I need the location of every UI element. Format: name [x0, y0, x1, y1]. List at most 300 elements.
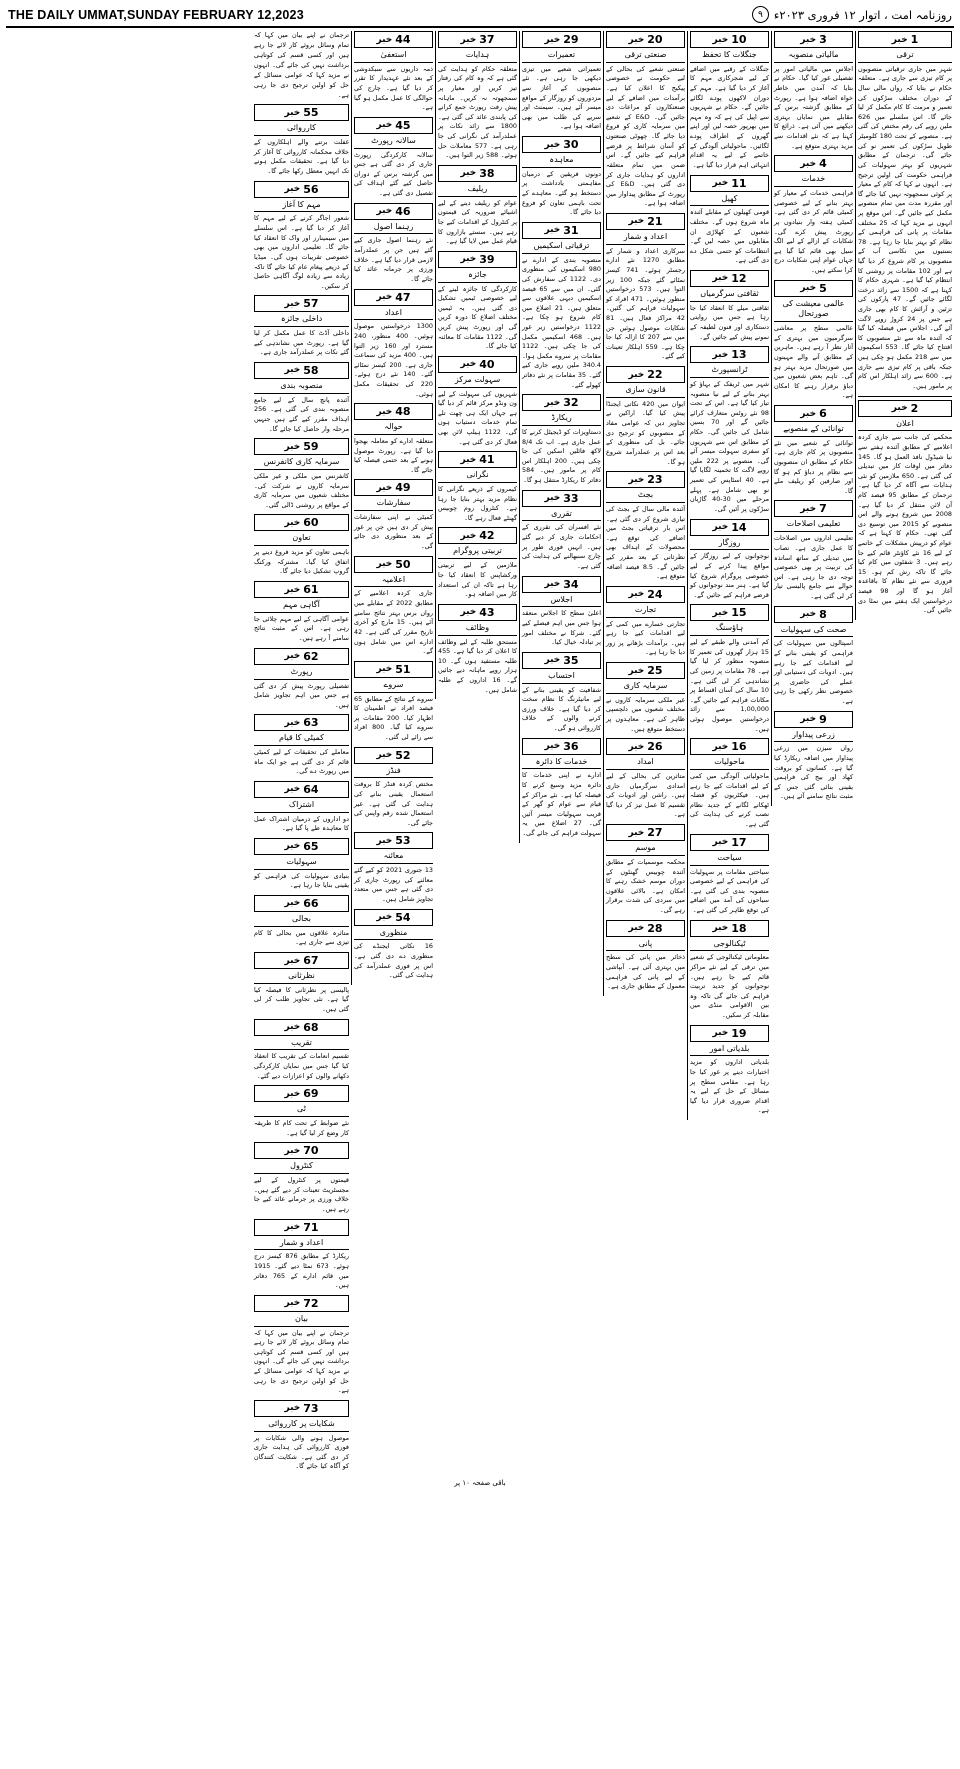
article-word: خبر — [712, 349, 729, 360]
article-title: اشتراک — [254, 800, 349, 813]
article-title: اعلامیہ — [354, 575, 433, 588]
article-body: شعور اجاگر کرنے کے لیے مہم کا آغاز کر دیا گیا ہے۔ اس سلسلے میں سیمینارز اور واک کا انعقاد کیا جائے گا۔ تعلیمی اداروں میں بھی خصوصی تقریبات ہوں گی۔ میڈیا کے ذریعے پیغام عام کیا جائے گا تاکہ زیادہ سے زیادہ لوگ آگاہی حاصل کر سکیں۔ — [254, 214, 349, 290]
article-head — [690, 920, 769, 937]
article-title: ریلیف — [438, 184, 517, 197]
article-head — [254, 952, 349, 969]
article-head — [254, 181, 349, 198]
article-body: تفصیلی رپورٹ پیش کر دی گئی ہے جس میں اہم تجاویز شامل ہیں۔ — [254, 681, 349, 709]
article-head — [254, 838, 349, 855]
article-head — [354, 909, 433, 926]
article-number: 72 — [303, 1296, 319, 1310]
article-31 — [522, 222, 601, 390]
article-body: متاثرین کی بحالی کے لیے امدادی سرگرمیاں جاری ہیں۔ راشن اور ادویات کی تقسیم کا عمل تیز کر دیا گیا ہے۔ — [606, 772, 685, 819]
article-title: وظائف — [438, 623, 517, 636]
article-body: آئندہ مالی سال کے بجٹ کی تیاری شروع کر دی گئی ہے۔ اس بار ترقیاتی بجٹ میں اضافے کی توقع ہے۔ محصولات کے اہداف بھی نظرثانی کے بعد مقرر کیے جائیں گے۔ 8.5 فیصد اضافہ متوقع ہے۔ — [606, 504, 685, 581]
article-title: معائنہ — [354, 851, 433, 864]
article-number: 55 — [303, 106, 319, 120]
article-45 — [354, 117, 433, 199]
article-word: خبر — [544, 225, 561, 236]
article-head — [606, 213, 685, 230]
article-number: 69 — [303, 1087, 319, 1101]
article-number: 67 — [303, 954, 319, 967]
article-title: منظوری — [354, 928, 433, 941]
article-body: ماحولیاتی آلودگی میں کمی کے لیے اقدامات کیے جا رہے ہیں۔ فیکٹریوں کو فضلہ ٹھکانے لگانے کے جدید نظام نصب کرنے کی ہدایت کی گئی ہے۔ — [690, 772, 769, 829]
column-8 — [252, 31, 351, 1476]
article-title: روزگار — [690, 538, 769, 551]
article-head — [522, 394, 601, 411]
article-head — [354, 661, 433, 678]
article-word: خبر — [544, 397, 561, 408]
article-body: دو اداروں کے درمیان اشتراک عمل کا معاہدہ طے پا گیا ہے۔ — [254, 814, 349, 833]
article-number: 59 — [303, 440, 319, 454]
article-word: خبر — [628, 665, 645, 676]
article-title: معاہدہ — [522, 155, 601, 168]
article-body: شفافیت کو یقینی بنانے کے لیے مانیٹرنگ کا نظام سخت کر دیا گیا ہے۔ خلاف ورزی کرنے والوں کے خلاف کارروائی ہو گی۔ — [522, 685, 601, 732]
article-head — [254, 1400, 349, 1417]
article-head — [254, 104, 349, 121]
article-54 — [354, 909, 433, 981]
article-body: ترجمان نے اپنے بیان میں کہا کہ تمام وسائل بروئے کار لائے جا رہے ہیں اور کسی قسم کی کوتاہی برداشت نہیں کی جائے گی۔ انہوں نے مزید کہا کہ عوامی مسائل کے حل کو اولین ترجیح دی جا رہی ہے۔ — [254, 31, 349, 99]
article-body: عوام کو ریلیف دینے کے لیے اشیائے ضروریہ کی قیمتوں پر کنٹرول کے اقدامات کیے جا رہے ہیں۔ سستے بازاروں کا قیام عمل میں لایا گیا ہے۔ — [438, 198, 517, 246]
article-head — [254, 514, 349, 531]
article-number: 50 — [395, 557, 411, 571]
article-body: سیاحتی مقامات پر سہولیات کی فراہمی کے لیے خصوصی منصوبہ بندی کی گئی ہے۔ سیاحوں کی آمد میں اضافے کی توقع ظاہر کی گئی ہے۔ — [690, 867, 769, 914]
continuation-note: باقی صفحہ ۱۰ پر — [454, 1479, 506, 1488]
article-title: جنگلات کا تحفظ — [690, 50, 769, 63]
column-container — [6, 31, 954, 1476]
article-body: اسپتالوں میں سہولیات کی فراہمی کو یقینی بنانے کے لیے اقدامات کیے جا رہے ہیں۔ ادویات کی دستیابی اور عملے کی حاضری پر خصوصی نظر رکھی جا رہی ہے۔ — [774, 639, 853, 705]
article-body: محکمہ موسمیات کے مطابق آئندہ چوبیس گھنٹوں کے دوران موسم خشک رہنے کا امکان ہے۔ بالائی علاقوں میں سردی کی شدت برقرار رہے گی۔ — [606, 857, 685, 914]
article-body: منصوبہ بندی کے ادارے نے 980 اسکیموں کی منظوری دی۔ 1122 کی سفارش کی گئی۔ ان میں سے 65 فیصد اسکیمیں دیہی علاقوں سے متعلق ہیں۔ 21 اضلاع میں کام شروع ہو چکا ہے۔ 1122 درخواستیں زیر غور ہیں۔ 468 اسکیمیں مکمل کی جا چکی ہیں۔ 1122 مقامات پر سروے مکمل ہوا۔ 340.4 ملین روپے جاری کیے گئے۔ 35 مقامات پر نئے دفاتر کھولے گئے۔ — [522, 255, 601, 389]
article-body: بلدیاتی اداروں کو مزید اختیارات دینے پر غور کیا جا رہا ہے۔ مقامی سطح پر مسائل کے حل کے لیے یہ اقدام ضروری قرار دیا گیا ہے۔ — [690, 1058, 769, 1115]
article-title: ماحولیات — [690, 757, 769, 770]
article-number: 13 — [731, 348, 747, 362]
article-title: تجارت — [606, 605, 685, 618]
column-4 — [603, 31, 687, 996]
article-body: سروے کے نتائج کے مطابق 65 فیصد افراد نے اطمینان کا اظہار کیا۔ 200 مقامات پر سروے کیا گیا۔ 800 افراد سے رائے لی گئی۔ — [354, 694, 433, 741]
article-head — [858, 31, 952, 48]
article-number: 3 — [819, 33, 827, 46]
article-word: خبر — [376, 912, 393, 923]
article-number: 70 — [303, 1144, 319, 1158]
article-title: سہولیات — [254, 857, 349, 870]
article-number: 43 — [479, 605, 495, 619]
article-number: 18 — [731, 921, 747, 935]
article-word: خبر — [800, 158, 817, 169]
article-title: صنعتی ترقی — [606, 50, 685, 63]
article-word: خبر — [284, 898, 301, 909]
article-67 — [254, 952, 349, 1015]
article-head — [774, 405, 853, 422]
article-number: 42 — [479, 529, 495, 543]
article-word: خبر — [376, 664, 393, 675]
article-title: بجٹ — [606, 490, 685, 503]
article-body: آئندہ پانچ سال کے لیے جامع منصوبہ بندی کی گئی ہے۔ 256 اہداف مقرر کیے گئے ہیں جنہیں مرحلہ وار حاصل کیا جائے گا۔ — [254, 395, 349, 433]
article-71 — [254, 1219, 349, 1291]
article-number: 5 — [819, 281, 827, 295]
article-number: 10 — [731, 33, 747, 46]
article-title: اعداد و شمار — [606, 232, 685, 245]
article-word: خبر — [544, 493, 561, 504]
article-word: خبر — [284, 1403, 301, 1414]
article-number: 15 — [731, 606, 747, 620]
article-43 — [438, 604, 517, 695]
article-word: خبر — [628, 589, 645, 600]
article-11 — [690, 175, 769, 266]
article-head — [606, 920, 685, 937]
article-word: خبر — [284, 651, 301, 662]
article-head — [774, 280, 853, 297]
article-title: رہنما اصول — [354, 222, 433, 235]
article-body: غیر ملکی سرمایہ کاروں نے مختلف شعبوں میں دلچسپی ظاہر کی ہے۔ معاہدوں پر دستخط متوقع ہیں۔ — [606, 695, 685, 733]
article-head — [438, 356, 517, 373]
article-number: 14 — [731, 520, 747, 534]
article-word: خبر — [628, 827, 645, 838]
article-number: 73 — [303, 1401, 319, 1415]
article-word: خبر — [460, 530, 477, 541]
article-body: تعلیمی اداروں میں اصلاحات کا عمل جاری ہے۔ نصاب میں تبدیلی کے ساتھ اساتذہ کی تربیت پر بھی خصوصی توجہ دی جا رہی ہے۔ اس حوالے سے جامع پالیسی تیار کر لی گئی ہے۔ — [774, 534, 853, 600]
article-word: خبر — [376, 292, 393, 303]
article-body: صنعتی شعبے کی بحالی کے لیے حکومت نے خصوصی پیکیج کا اعلان کیا ہے۔ برآمدات میں اضافے کے لیے صنعتکاروں کو مراعات دی جائیں گی۔ E&D کے شعبے میں سرمایہ کاری کو فروغ دیا جائے گا۔ چھوٹی صنعتوں کو آسان شرائط پر قرضے فراہم کیے جائیں گے۔ اس ضمن میں تمام متعلقہ اداروں کو ہدایات جاری کر دی گئی ہیں۔ E&D کی رپورٹ کے مطابق پیداوار میں اضافہ ہوا ہے۔ — [606, 64, 686, 208]
article-62 — [254, 648, 349, 711]
article-head — [354, 832, 433, 849]
article-12 — [690, 270, 769, 342]
article-body: کارکردگی کا جائزہ لینے کے لیے خصوصی ٹیمیں تشکیل دی گئی ہیں۔ یہ ٹیمیں مختلف اضلاع کا دورہ کریں گی اور رپورٹ پیش کریں گی۔ 1122 مقامات کا معائنہ کیا جائے گا۔ — [438, 284, 517, 351]
article-number: 57 — [303, 297, 319, 311]
article-title: نگرانی — [438, 470, 517, 483]
article-word: خبر — [800, 283, 817, 294]
article-number: 71 — [303, 1220, 319, 1234]
article-number: 25 — [647, 664, 663, 678]
article-number: 56 — [303, 182, 319, 196]
article-title: صحت کی سہولیات — [774, 625, 853, 638]
article-title: خدمات — [774, 174, 853, 187]
article-body: معاملے کی تحقیقات کے لیے کمیٹی قائم کر دی گئی ہے جو ایک ماہ میں رپورٹ دے گی۔ — [254, 748, 349, 776]
article-head — [254, 295, 349, 312]
article-46 — [354, 203, 433, 285]
article-title: سالانہ رپورٹ — [354, 136, 433, 149]
article-body: پالیسی پر نظرثانی کا فیصلہ کیا گیا ہے۔ نئی تجاویز طلب کر لی گئی ہیں۔ — [254, 985, 349, 1014]
article-body: تقسیم انعامات کی تقریب کا انعقاد کیا گیا جس میں نمایاں کارکردگی دکھانے والوں کو اعزازات دیے گئے۔ — [254, 1052, 349, 1080]
article-body: شہر میں ٹریفک کے بہاؤ کو بہتر بنانے کے لیے نیا منصوبہ تیار کیا گیا ہے۔ اس کے تحت 98 نئے روٹس متعارف کرائے جائیں گے اور 70 بسیں شامل کی جائیں گی۔ حکام کے مطابق اس سے شہریوں کو سفری سہولت میسر آئے گی۔ منصوبے پر 222 ملین روپے لاگت کا تخمینہ لگایا گیا ہے۔ 40 اسٹاپس کی تعمیر نو بھی شامل ہے۔ پہلے مرحلے میں 30-40 گاڑیاں سڑکوں پر آئیں گی۔ — [690, 379, 770, 513]
article-20 — [606, 31, 685, 209]
article-body: دونوں فریقین کے درمیان مفاہمتی یادداشت پر دستخط ہو گئے۔ معاہدے کے تحت باہمی تعاون کو فروغ دیا جائے گا۔ — [522, 169, 601, 217]
article-word: خبر — [712, 522, 729, 533]
article-title: تقریب — [254, 1038, 349, 1051]
article-word: خبر — [284, 1222, 301, 1232]
article-title: احتساب — [522, 671, 601, 684]
article-title: بیان — [254, 1314, 349, 1327]
article-59 — [254, 438, 349, 510]
article-33 — [522, 490, 601, 572]
article-word: خبر — [800, 34, 817, 45]
article-number: 24 — [647, 587, 663, 601]
article-word: خبر — [800, 503, 817, 514]
article-word: خبر — [284, 184, 301, 195]
article-word: خبر — [628, 216, 645, 227]
article-head — [690, 604, 769, 621]
article-intro — [254, 31, 349, 100]
article-word: خبر — [376, 559, 393, 570]
article-51 — [354, 661, 433, 743]
article-title: اجلاس — [522, 595, 601, 608]
article-34 — [522, 576, 601, 648]
article-number: 9 — [819, 712, 827, 726]
article-body: جاری کردہ اعلامیے کے مطابق 2022 کے مقابلے میں رواں برس بہتر نتائج سامنے آئے ہیں۔ 15 مارچ کو آخری تاریخ مقرر کی گئی ہے۔ 42 ادارے اس میں شامل ہوں گے۔ — [354, 589, 434, 656]
article-body: ملازمین کے لیے تربیتی ورکشاپس کا انعقاد کیا جا رہا ہے تاکہ ان کی استعداد کار میں اضافہ ہو۔ — [438, 561, 517, 599]
article-head — [606, 366, 685, 383]
article-word: خبر — [284, 1088, 301, 1099]
article-title: داخلی جائزہ — [254, 314, 349, 327]
article-body: شہریوں کی سہولت کے لیے ون ونڈو مرکز قائم کر دیا گیا ہے جہاں ایک ہی چھت تلے تمام خدمات دستیاب ہوں گی۔ 1122 ہیلپ لائن بھی فعال کر دی گئی ہے۔ — [438, 389, 517, 446]
article-title: ترقی — [858, 50, 952, 63]
article-body: باہمی تعاون کو مزید فروغ دینے پر اتفاق کیا گیا۔ مشترکہ ورکنگ گروپ تشکیل دیا جائے گا۔ — [254, 548, 349, 576]
article-number: 30 — [563, 138, 579, 152]
article-body: نئے ضوابط کے تحت کام کا طریقہ کار وضع کر لیا گیا ہے۔ — [254, 1119, 349, 1137]
article-word: خبر — [712, 741, 729, 752]
masthead-urdu-title: روزنامہ امت ، اتوار ۱۲ فروری ۲۰۲۳ء — [773, 7, 952, 22]
article-word: خبر — [712, 178, 729, 188]
article-word: خبر — [284, 784, 301, 795]
article-number: 51 — [395, 662, 411, 676]
article-title: ٹرانسپورٹ — [690, 365, 769, 378]
article-head — [690, 175, 769, 192]
article-title: کارروائی — [254, 123, 349, 136]
article-word: خبر — [712, 34, 729, 45]
article-word: خبر — [712, 273, 729, 284]
article-61 — [254, 581, 349, 644]
page-number-badge: ۹ — [752, 6, 769, 23]
article-number: 41 — [479, 453, 495, 467]
article-52 — [354, 747, 433, 829]
article-60 — [254, 514, 349, 577]
article-number: 11 — [731, 176, 747, 190]
article-title: آگاہی مہم — [254, 600, 349, 613]
article-title: تربیتی پروگرام — [438, 546, 517, 559]
article-5 — [774, 280, 853, 401]
article-number: 16 — [731, 740, 747, 754]
article-word: خبر — [800, 408, 817, 419]
article-number: 53 — [395, 834, 411, 848]
article-word: خبر — [891, 34, 908, 45]
article-word: خبر — [460, 254, 477, 265]
article-title: سہولت مرکز — [438, 375, 517, 388]
article-number: 34 — [563, 577, 579, 591]
article-head — [254, 1085, 349, 1102]
article-head — [522, 490, 601, 507]
article-head — [438, 527, 517, 544]
article-head — [690, 270, 769, 287]
article-title: شکایات پر کارروائی — [254, 1419, 349, 1432]
article-body: کانفرنس میں ملکی و غیر ملکی سرمایہ کاروں نے شرکت کی۔ مختلف شعبوں میں سرمایہ کاری کے مواقع پر روشنی ڈالی گئی۔ — [254, 472, 349, 509]
article-word: خبر — [800, 714, 817, 725]
article-word: خبر — [460, 454, 477, 465]
article-title: کھیل — [690, 194, 769, 207]
article-number: 60 — [303, 516, 319, 530]
article-2 — [858, 400, 952, 616]
article-58 — [254, 362, 349, 434]
article-23 — [606, 471, 685, 582]
article-title: حوالہ — [354, 422, 433, 435]
article-number: 21 — [647, 214, 663, 228]
article-72 — [254, 1295, 349, 1396]
article-number: 65 — [303, 839, 319, 853]
article-word: خبر — [376, 482, 393, 493]
article-70 — [254, 1142, 349, 1214]
article-word: خبر — [284, 1298, 301, 1309]
article-number: 37 — [479, 33, 495, 46]
article-body: ذمہ داریوں سے سبکدوشی کے بعد نئے عہدیدار کا تقرر کر دیا گیا ہے۔ چارج کی حوالگی کا عمل مکمل ہو گیا ہے۔ — [354, 64, 433, 112]
article-number: 49 — [395, 481, 411, 495]
article-head — [522, 738, 601, 755]
article-title: استعفیٰ — [354, 50, 433, 63]
article-body: شہر میں جاری ترقیاتی منصوبوں پر کام تیزی سے جاری ہے۔ متعلقہ حکام نے بتایا کہ رواں مالی سال کے دوران مختلف سڑکوں کی تعمیر و مرمت کا کام مکمل کر لیا جائے گا۔ اس سلسلے میں 626 ملین روپے کی رقم مختص کی گئی ہے۔ منصوبے کے تحت 180 کلومیٹر طویل سڑکوں کی تعمیر نو کی جائے گی۔ ترجمان کے مطابق شہریوں کو بہتر سہولیات کی فراہمی حکومت کی اولین ترجیح ہے۔ انہوں نے کہا کہ کام کے معیار پر کوئی سمجھوتہ نہیں کیا جائے گا اور مقررہ مدت میں تمام منصوبے مکمل کیے جائیں گے۔ اس موقع پر انہوں نے مزید کہا کہ 25 مختلف مقامات پر پانی کی فراہمی کے نظام کو بہتر بنایا جا رہا ہے۔ 78 بستیوں میں نکاسی آب کے منصوبوں پر کام شروع کر دیا گیا ہے اور 102 مقامات پر روشنی کا انتظام کیا گیا ہے۔ شہری حکام کا کہنا ہے کہ 1500 سے زائد درخت لگائے جائیں گے۔ 47 پارکوں کی تزئین و آرائش کا کام بھی جاری ہے جس پر 24 کروڑ روپے لاگت آئے گی۔ اجلاس میں فیصلہ کیا گیا کہ آئندہ ماہ سے نئے منصوبوں کا افتتاح کیا جائے گا۔ 553 اسکیموں میں سے 218 مکمل ہو چکی ہیں جبکہ باقی پر کام تیزی سے جاری ہے۔ 600 سے زائد اہلکار اس کام پر مامور ہیں۔ — [858, 64, 953, 390]
article-body: کمیٹی نے اپنی سفارشات پیش کر دی ہیں جن پر غور کے بعد منظوری دی جائے گی۔ — [354, 513, 433, 551]
article-number: 48 — [395, 405, 411, 419]
article-41 — [438, 451, 517, 523]
article-body: متعلقہ حکام کو ہدایت کی گئی ہے کہ وہ کام کی رفتار تیز کریں اور معیار پر سمجھوتہ نہ کریں۔ ماہانہ پیش رفت رپورٹ جمع کرانے کی پابندی عائد کی گئی ہے۔ 1800 سے زائد نکات پر عملدرآمد کی نگرانی کی جا رہی ہے۔ 577 معاملات حل ہوئے۔ 588 زیر التوا ہیں۔ — [438, 64, 517, 160]
article-66 — [254, 895, 349, 948]
article-head — [606, 738, 685, 755]
article-title: ہاؤسنگ — [690, 623, 769, 636]
article-title: نظرثانی — [254, 971, 349, 984]
article-head — [690, 346, 769, 363]
article-number: 27 — [647, 826, 663, 840]
article-word: خبر — [284, 1022, 301, 1033]
article-head — [354, 747, 433, 764]
article-head — [606, 586, 685, 603]
article-number: 38 — [479, 166, 495, 180]
article-number: 64 — [303, 782, 319, 796]
article-body: سرکاری اعداد و شمار کے مطابق 1270 نئے ادارے رجسٹر ہوئے۔ 741 کیسز نمٹائے گئے جبکہ 100 زیر التوا ہیں۔ 573 درخواستیں منظور ہوئیں۔ 471 افراد کو سہولیات فراہم کی گئیں۔ 42 مراکز فعال ہیں۔ 81 شکایات موصول ہوئیں جن میں سے 207 کا ازالہ کیا جا چکا ہے۔ 559 اہلکار تعینات کیے گئے۔ — [606, 246, 686, 361]
article-title: اعداد و شمار — [254, 1238, 349, 1251]
article-word: خبر — [284, 298, 301, 309]
article-head — [254, 581, 349, 598]
article-body: فراہمی خدمات کے معیار کو بہتر بنانے کے لیے خصوصی کمیٹی قائم کر دی گئی ہے۔ کمیٹی ہفتہ وار بنیادوں پر رپورٹ پیش کرے گی۔ شکایات کے ازالے کے لیے الگ سیل بھی قائم کیا گیا ہے جہاں عوام اپنی شکایات درج کرا سکتے ہیں۔ — [774, 189, 853, 274]
article-title: فنڈز — [354, 766, 433, 779]
article-title: سروے — [354, 680, 433, 693]
article-body: کم آمدنی والے طبقے کے لیے 15 ہزار گھروں کی تعمیر کا منصوبہ منظور کر لیا گیا ہے۔ 78 مقامات پر زمین کی نشاندہی کر لی گئی ہے۔ 10 سال کی آسان اقساط پر مکانات فراہم کیے جائیں گے۔ 1,00,000 سے زائد درخواستیں موصول ہوئی ہیں۔ — [690, 638, 769, 733]
article-word: خبر — [712, 1028, 729, 1039]
article-word: خبر — [712, 607, 729, 618]
article-head — [354, 289, 433, 306]
article-head — [438, 604, 517, 621]
article-head — [438, 451, 517, 468]
article-26 — [606, 738, 685, 820]
article-title: تعلیمی اصلاحات — [774, 519, 853, 532]
article-title: ہدایات — [438, 50, 517, 63]
article-head — [606, 824, 685, 841]
article-body: تعمیراتی شعبے میں تیزی دیکھی جا رہی ہے۔ نئے منصوبوں کے آغاز سے مزدوروں کو روزگار کے مواقع میسر آئے ہیں۔ سیمنٹ اور سریے کی طلب میں بھی اضافہ ہوا ہے۔ — [522, 64, 601, 131]
article-word: خبر — [628, 474, 645, 485]
column-2 — [771, 31, 855, 806]
article-title: سرمایہ کاری — [606, 681, 685, 694]
article-body: نئے افسران کی تقرری کے احکامات جاری کر دیے گئے ہیں۔ انہیں فوری طور پر چارج سنبھالنے کی ہدایت کی گئی ہے۔ — [522, 523, 601, 570]
article-number: 33 — [563, 491, 579, 505]
article-word: خبر — [544, 579, 561, 590]
column-7 — [351, 31, 435, 985]
article-title: بحالی — [254, 914, 349, 927]
article-57 — [254, 295, 349, 358]
article-4 — [774, 155, 853, 275]
article-number: 58 — [303, 363, 319, 377]
article-word: خبر — [376, 835, 393, 846]
article-number: 66 — [303, 896, 319, 910]
article-number: 40 — [479, 357, 495, 371]
article-number: 63 — [303, 716, 319, 730]
article-number: 46 — [395, 204, 411, 218]
article-15 — [690, 604, 769, 734]
article-number: 12 — [731, 271, 747, 285]
article-number: 26 — [647, 740, 663, 754]
article-69 — [254, 1085, 349, 1138]
article-18 — [690, 920, 769, 1021]
article-head — [774, 711, 853, 728]
article-title: سیاحت — [690, 853, 769, 866]
article-word: خبر — [376, 34, 393, 45]
article-number: 17 — [731, 835, 747, 849]
article-body: نوجوانوں کے لیے روزگار کے مواقع پیدا کرنے کے لیے خصوصی پروگرام شروع کیا گیا ہے۔ ہنر مند نوجوانوں کو قرضے فراہم کیے جائیں گے۔ — [690, 552, 769, 599]
article-25 — [606, 662, 685, 734]
article-word: خبر — [460, 34, 477, 45]
article-number: 31 — [563, 223, 579, 237]
article-word: خبر — [284, 955, 301, 966]
article-number: 44 — [395, 33, 411, 46]
article-7 — [774, 500, 853, 601]
article-title: زرعی پیداوار — [774, 730, 853, 743]
article-title: پانی — [606, 939, 685, 952]
article-3 — [774, 31, 853, 151]
article-word: خبر — [284, 107, 301, 118]
article-37 — [438, 31, 517, 161]
article-number: 35 — [563, 653, 579, 667]
article-6 — [774, 405, 853, 496]
article-body: رواں سیزن میں زرعی پیداوار میں اضافہ ریکارڈ کیا گیا ہے۔ کسانوں کو بروقت کھاد اور بیج کی فراہمی یقینی بنائی گئی جس کے مثبت نتائج سامنے آئے ہیں۔ — [774, 744, 853, 801]
article-head — [774, 500, 853, 517]
article-title: تعمیرات — [522, 50, 601, 63]
article-word: خبر — [891, 403, 908, 414]
article-word: خبر — [544, 139, 561, 150]
masthead-urdu-group — [752, 6, 952, 23]
article-head — [254, 648, 349, 665]
article-head — [254, 1219, 349, 1236]
article-number: 8 — [819, 607, 827, 621]
article-head — [254, 714, 349, 731]
article-head — [690, 31, 769, 48]
article-number: 39 — [479, 252, 495, 266]
article-word: خبر — [284, 441, 301, 452]
article-title: ریکارڈ — [522, 413, 601, 426]
article-50 — [354, 556, 433, 657]
article-body: ادارے نے اپنی خدمات کا دائرہ مزید وسیع کرنے کا فیصلہ کیا ہے۔ نئے مراکز کے قیام سے عوام کو گھر کے قریب سہولیات میسر آئیں گی۔ 27 اضلاع میں یہ سہولت فراہم کی جائے گی۔ — [522, 771, 601, 838]
article-body: سالانہ کارکردگی رپورٹ جاری کر دی گئی ہے جس میں گزشتہ برس کے دوران حاصل کیے گئے اہداف کی تفصیل دی گئی ہے۔ — [354, 150, 433, 198]
article-number: 62 — [303, 649, 319, 663]
article-body: اجلاس میں مالیاتی امور پر تفصیلی غور کیا گیا۔ حکام نے بتایا کہ آمدن میں خاطر خواہ اضافہ ہوا ہے۔ رپورٹ کے مطابق گزشتہ برس کے مقابلے میں نمایاں بہتری دیکھنے میں آئی ہے۔ ذرائع کا کہنا ہے کہ نئے اقدامات سے مزید بہتری متوقع ہے۔ — [774, 64, 853, 150]
article-word: خبر — [712, 837, 729, 848]
article-16 — [690, 738, 769, 829]
article-head — [438, 251, 517, 268]
article-title: سرمایہ کاری کانفرنس — [254, 457, 349, 470]
article-head — [254, 438, 349, 455]
article-body: ریکارڈ کے مطابق 876 کیسز درج ہوئے۔ 673 نمٹا دیے گئے۔ 1915 میں قائم ادارے کے 765 دفاتر ہیں۔ — [254, 1252, 350, 1290]
article-head — [354, 403, 433, 420]
article-number: 47 — [395, 290, 411, 304]
article-word: خبر — [376, 750, 393, 761]
masthead — [6, 4, 954, 28]
article-title: اعداد — [354, 308, 433, 321]
article-head — [254, 895, 349, 912]
article-40 — [438, 356, 517, 447]
